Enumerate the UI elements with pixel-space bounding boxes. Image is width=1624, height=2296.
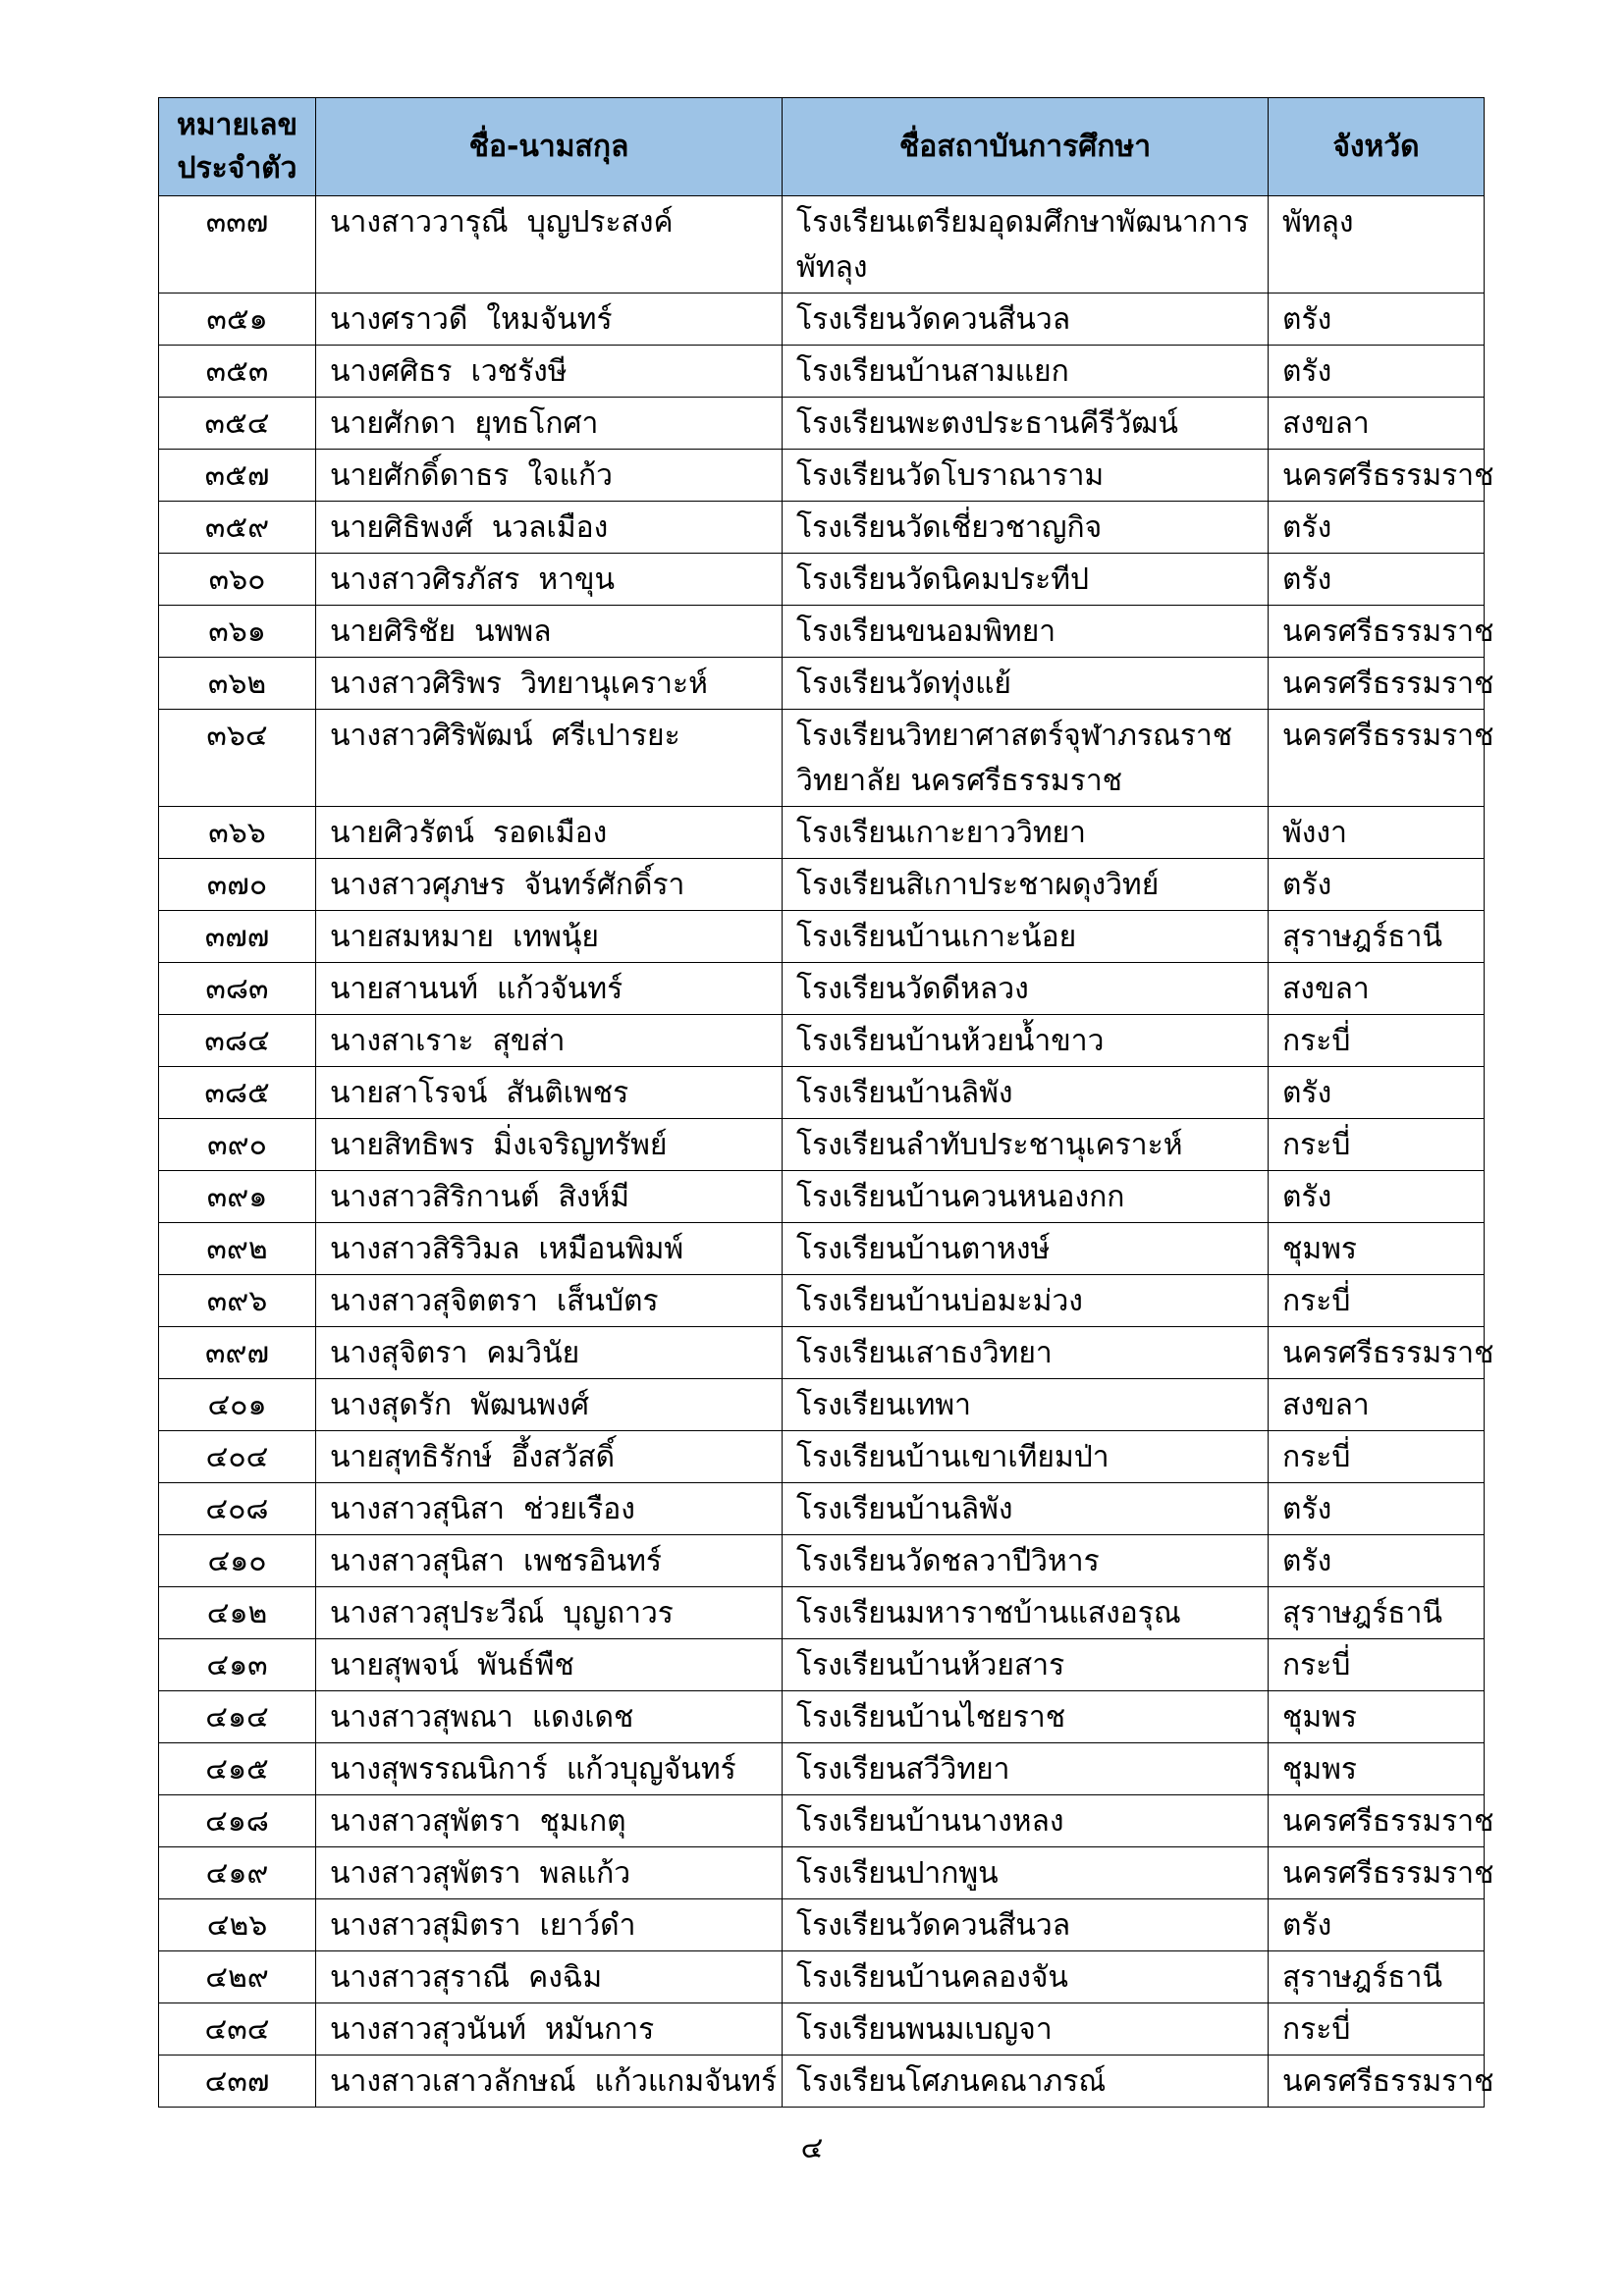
cell-id: ๔๒๙ xyxy=(159,1951,316,2003)
cell-school: โรงเรียนพะตงประธานคีรีวัฒน์ xyxy=(783,398,1269,450)
cell-name: นางสุดรัก พัฒนพงศ์ xyxy=(316,1379,783,1431)
cell-name: นายศิวรัตน์ รอดเมือง xyxy=(316,807,783,859)
cell-name: นายสาโรจน์ สันติเพชร xyxy=(316,1067,783,1119)
cell-name: นางสาวสุจิตตรา เส็นบัตร xyxy=(316,1275,783,1327)
cell-school: โรงเรียนวัดนิคมประทีป xyxy=(783,554,1269,606)
cell-province: สุราษฎร์ธานี xyxy=(1269,1951,1485,2003)
cell-school: โรงเรียนบ้านตาหงษ์ xyxy=(783,1223,1269,1275)
table-row xyxy=(159,1899,1485,1951)
header-school: ชื่อสถาบันการศึกษา xyxy=(783,98,1269,196)
cell-name: นางสาวสิริวิมล เหมือนพิมพ์ xyxy=(316,1223,783,1275)
cell-school-school-line2: วิทยาลัย นครศรีธรรมราช xyxy=(796,764,1123,798)
cell-province: นครศรีธรรมราช xyxy=(1269,658,1485,710)
cell-school: โรงเรียนวัดเชี่ยวชาญกิจ xyxy=(783,502,1269,554)
cell-name: นางศศิธร เวชรังษี xyxy=(316,346,783,398)
cell-province: กระบี่ xyxy=(1269,1015,1485,1067)
cell-province: นครศรีธรรมราช xyxy=(1269,710,1485,807)
table-row xyxy=(159,1119,1485,1171)
table-row xyxy=(159,2003,1485,2056)
cell-name: นางสาวศุภษร จันทร์ศักดิ์รา xyxy=(316,859,783,911)
cell-name: นายสมหมาย เทพนุ้ย xyxy=(316,911,783,963)
cell-id: ๔๐๔ xyxy=(159,1431,316,1483)
cell-id: ๓๘๔ xyxy=(159,1015,316,1067)
cell-name: นางสาวศิรภัสร หาขุน xyxy=(316,554,783,606)
cell-name: นางสาวสุประวีณ์ บุญถาวร xyxy=(316,1587,783,1639)
cell-province: ตรัง xyxy=(1269,294,1485,346)
table-row xyxy=(159,294,1485,346)
cell-province: ชุมพร xyxy=(1269,1223,1485,1275)
cell-name: นางสาเราะ สุขส่า xyxy=(316,1015,783,1067)
cell-school: โรงเรียนพนมเบญจา xyxy=(783,2003,1269,2056)
cell-school: โรงเรียนปากพูน xyxy=(783,1847,1269,1899)
cell-school: โรงเรียนมหาราชบ้านแสงอรุณ xyxy=(783,1587,1269,1639)
cell-school xyxy=(783,710,1269,807)
header-id xyxy=(159,98,316,196)
table-row xyxy=(159,554,1485,606)
cell-province: สุราษฎร์ธานี xyxy=(1269,1587,1485,1639)
cell-school: โรงเรียนเทพา xyxy=(783,1379,1269,1431)
cell-school: โรงเรียนบ้านลิพัง xyxy=(783,1067,1269,1119)
cell-id: ๓๙๐ xyxy=(159,1119,316,1171)
table-row xyxy=(159,1275,1485,1327)
page-number: ๔ xyxy=(800,2131,824,2165)
header-province: จังหวัด xyxy=(1269,98,1485,196)
cell-province: ชุมพร xyxy=(1269,1743,1485,1795)
cell-province: กระบี่ xyxy=(1269,1431,1485,1483)
cell-name: นางสาวสุพัตรา พลแก้ว xyxy=(316,1847,783,1899)
table-row xyxy=(159,911,1485,963)
table-row xyxy=(159,606,1485,658)
cell-province: นครศรีธรรมราช xyxy=(1269,2056,1485,2108)
cell-school: โรงเรียนสวีวิทยา xyxy=(783,1743,1269,1795)
cell-id: ๓๖๔ xyxy=(159,710,316,807)
cell-name: นางสาวสุวนันท์ หมันการ xyxy=(316,2003,783,2056)
table-header-row xyxy=(159,98,1485,196)
cell-school: โรงเรียนสิเกาประชาผดุงวิทย์ xyxy=(783,859,1269,911)
header-name: ชื่อ-นามสกุล xyxy=(316,98,783,196)
cell-province: สงขลา xyxy=(1269,398,1485,450)
cell-province: ตรัง xyxy=(1269,346,1485,398)
cell-school-school-line1: โรงเรียนวิทยาศาสตร์จุฬาภรณราช xyxy=(796,719,1233,753)
cell-province: ตรัง xyxy=(1269,859,1485,911)
table-row xyxy=(159,1379,1485,1431)
cell-province: ตรัง xyxy=(1269,1067,1485,1119)
cell-province: ชุมพร xyxy=(1269,1691,1485,1743)
cell-id: ๔๑๐ xyxy=(159,1535,316,1587)
table-row xyxy=(159,710,1485,807)
cell-school: โรงเรียนวัดชลวาปีวิหาร xyxy=(783,1535,1269,1587)
cell-province: กระบี่ xyxy=(1269,1275,1485,1327)
cell-province: ตรัง xyxy=(1269,1899,1485,1951)
cell-province: นครศรีธรรมราช xyxy=(1269,450,1485,502)
cell-province: ตรัง xyxy=(1269,1535,1485,1587)
cell-id: ๔๑๔ xyxy=(159,1691,316,1743)
cell-school: โรงเรียนเสาธงวิทยา xyxy=(783,1327,1269,1379)
cell-school: โรงเรียนวัดโบราณาราม xyxy=(783,450,1269,502)
cell-school: โรงเรียนบ้านห้วยสาร xyxy=(783,1639,1269,1691)
cell-id: ๔๓๗ xyxy=(159,2056,316,2108)
cell-id: ๓๙๒ xyxy=(159,1223,316,1275)
header-id-line2: ประจำตัว xyxy=(177,150,298,186)
cell-school: โรงเรียนเกาะยาววิทยา xyxy=(783,807,1269,859)
table-row xyxy=(159,1847,1485,1899)
cell-name: นางสาวสุนิสา ช่วยเรือง xyxy=(316,1483,783,1535)
cell-school: โรงเรียนบ้านบ่อมะม่วง xyxy=(783,1275,1269,1327)
cell-name: นายศิธิพงศ์ นวลเมือง xyxy=(316,502,783,554)
cell-province: นครศรีธรรมราช xyxy=(1269,1847,1485,1899)
cell-name: นางสาวสุนิสา เพชรอินทร์ xyxy=(316,1535,783,1587)
cell-school: โรงเรียนวัดทุ่งแย้ xyxy=(783,658,1269,710)
cell-school: โรงเรียนบ้านเขาเทียมป่า xyxy=(783,1431,1269,1483)
cell-school-school-line1: โรงเรียนเตรียมอุดมศึกษาพัฒนาการ xyxy=(796,205,1249,240)
cell-name: นางสาวสุพณา แดงเดช xyxy=(316,1691,783,1743)
cell-school-school-line2: พัทลุง xyxy=(796,250,868,285)
cell-id: ๓๖๖ xyxy=(159,807,316,859)
cell-id: ๓๘๕ xyxy=(159,1067,316,1119)
cell-id: ๔๑๒ xyxy=(159,1587,316,1639)
cell-province: ตรัง xyxy=(1269,502,1485,554)
cell-school: โรงเรียนบ้านไชยราช xyxy=(783,1691,1269,1743)
table-row xyxy=(159,1795,1485,1847)
cell-province: กระบี่ xyxy=(1269,1119,1485,1171)
cell-name: นายสานนท์ แก้วจันทร์ xyxy=(316,963,783,1015)
cell-province: สงขลา xyxy=(1269,1379,1485,1431)
cell-name: นายสิทธิพร มิ่งเจริญทรัพย์ xyxy=(316,1119,783,1171)
cell-school: โรงเรียนบ้านเกาะน้อย xyxy=(783,911,1269,963)
cell-school: โรงเรียนบ้านสามแยก xyxy=(783,346,1269,398)
cell-school: โรงเรียนลำทับประชานุเคราะห์ xyxy=(783,1119,1269,1171)
cell-province: สงขลา xyxy=(1269,963,1485,1015)
table-row xyxy=(159,859,1485,911)
cell-name: นายศิริชัย นพพล xyxy=(316,606,783,658)
cell-id: ๓๕๓ xyxy=(159,346,316,398)
cell-school: โรงเรียนบ้านลิพัง xyxy=(783,1483,1269,1535)
participants-table xyxy=(158,97,1494,2108)
table-row xyxy=(159,963,1485,1015)
cell-id: ๓๙๑ xyxy=(159,1171,316,1223)
table-row xyxy=(159,1587,1485,1639)
table-row xyxy=(159,1067,1485,1119)
cell-school: โรงเรียนวัดควนสีนวล xyxy=(783,294,1269,346)
cell-name: นางสาวศิริพัฒน์ ศรีเปารยะ xyxy=(316,710,783,807)
cell-id: ๓๕๙ xyxy=(159,502,316,554)
cell-province: ตรัง xyxy=(1269,1171,1485,1223)
cell-id: ๔๑๘ xyxy=(159,1795,316,1847)
table-row xyxy=(159,1171,1485,1223)
cell-id: ๓๕๑ xyxy=(159,294,316,346)
cell-province: ตรัง xyxy=(1269,1483,1485,1535)
table-row xyxy=(159,1431,1485,1483)
cell-school: โรงเรียนบ้านนางหลง xyxy=(783,1795,1269,1847)
cell-name: นางสาวสุมิตรา เยาว์ดำ xyxy=(316,1899,783,1951)
cell-id: ๔๑๕ xyxy=(159,1743,316,1795)
cell-school: โรงเรียนบ้านควนหนองกก xyxy=(783,1171,1269,1223)
cell-name: นางสาววารุณี บุญประสงค์ xyxy=(316,196,783,294)
cell-id: ๓๘๓ xyxy=(159,963,316,1015)
cell-province: สุราษฎร์ธานี xyxy=(1269,911,1485,963)
cell-id: ๓๕๔ xyxy=(159,398,316,450)
cell-name: นายสุทธิรักษ์ อึ้งสวัสดิ์ xyxy=(316,1431,783,1483)
cell-school: โรงเรียนบ้านห้วยน้ำขาว xyxy=(783,1015,1269,1067)
table-row xyxy=(159,346,1485,398)
table-row xyxy=(159,1015,1485,1067)
cell-name: นางสาวสิริกานต์ สิงห์มี xyxy=(316,1171,783,1223)
cell-province: พัทลุง xyxy=(1269,196,1485,294)
cell-school: โรงเรียนบ้านคลองจัน xyxy=(783,1951,1269,2003)
table-row xyxy=(159,1743,1485,1795)
table-row xyxy=(159,2056,1485,2108)
table-row xyxy=(159,196,1485,294)
table-row xyxy=(159,450,1485,502)
cell-name: นายศักดา ยุทธโกศา xyxy=(316,398,783,450)
cell-name: นางสาวเสาวลักษณ์ แก้วแกมจันทร์ xyxy=(316,2056,783,2108)
cell-id: ๔๐๘ xyxy=(159,1483,316,1535)
cell-name: นายสุพจน์ พันธ์พืช xyxy=(316,1639,783,1691)
cell-id: ๔๐๑ xyxy=(159,1379,316,1431)
cell-id: ๓๖๑ xyxy=(159,606,316,658)
cell-province: ตรัง xyxy=(1269,554,1485,606)
table-row xyxy=(159,807,1485,859)
table-row xyxy=(159,502,1485,554)
cell-id: ๓๓๗ xyxy=(159,196,316,294)
cell-name: นางสุจิตรา คมวินัย xyxy=(316,1327,783,1379)
table-row xyxy=(159,1691,1485,1743)
cell-province: กระบี่ xyxy=(1269,1639,1485,1691)
table-row xyxy=(159,1223,1485,1275)
cell-school: โรงเรียนโศภนคณาภรณ์ xyxy=(783,2056,1269,2108)
cell-id: ๔๒๖ xyxy=(159,1899,316,1951)
table-row xyxy=(159,1535,1485,1587)
cell-id: ๓๖๐ xyxy=(159,554,316,606)
cell-school: โรงเรียนวัดดีหลวง xyxy=(783,963,1269,1015)
cell-school: โรงเรียนวัดควนสีนวล xyxy=(783,1899,1269,1951)
cell-id: ๓๙๖ xyxy=(159,1275,316,1327)
cell-id: ๔๓๔ xyxy=(159,2003,316,2056)
table-row xyxy=(159,1639,1485,1691)
cell-name: นางศราวดี ใหมจันทร์ xyxy=(316,294,783,346)
cell-province: นครศรีธรรมราช xyxy=(1269,606,1485,658)
cell-name: นางสาวสุราณี คงฉิม xyxy=(316,1951,783,2003)
cell-id: ๓๖๒ xyxy=(159,658,316,710)
cell-province: นครศรีธรรมราช xyxy=(1269,1327,1485,1379)
cell-id: ๓๗๐ xyxy=(159,859,316,911)
cell-school: โรงเรียนขนอมพิทยา xyxy=(783,606,1269,658)
cell-id: ๓๙๗ xyxy=(159,1327,316,1379)
cell-id: ๔๑๓ xyxy=(159,1639,316,1691)
table-row xyxy=(159,1327,1485,1379)
header-id-line1: หมายเลข xyxy=(176,107,298,142)
table-row xyxy=(159,658,1485,710)
cell-id: ๔๑๙ xyxy=(159,1847,316,1899)
cell-province: พังงา xyxy=(1269,807,1485,859)
cell-name: นางสาวศิริพร วิทยานุเคราะห์ xyxy=(316,658,783,710)
cell-name: นายศักดิ์ดาธร ใจแก้ว xyxy=(316,450,783,502)
table-row xyxy=(159,1951,1485,2003)
cell-name: นางสาวสุพัตรา ชุมเกตุ xyxy=(316,1795,783,1847)
cell-id: ๓๕๗ xyxy=(159,450,316,502)
table-row xyxy=(159,1483,1485,1535)
table-row xyxy=(159,398,1485,450)
cell-province: กระบี่ xyxy=(1269,2003,1485,2056)
cell-school xyxy=(783,196,1269,294)
cell-name: นางสุพรรณนิการ์ แก้วบุญจันทร์ xyxy=(316,1743,783,1795)
cell-id: ๓๗๗ xyxy=(159,911,316,963)
cell-province: นครศรีธรรมราช xyxy=(1269,1795,1485,1847)
table-body xyxy=(159,196,1494,2108)
